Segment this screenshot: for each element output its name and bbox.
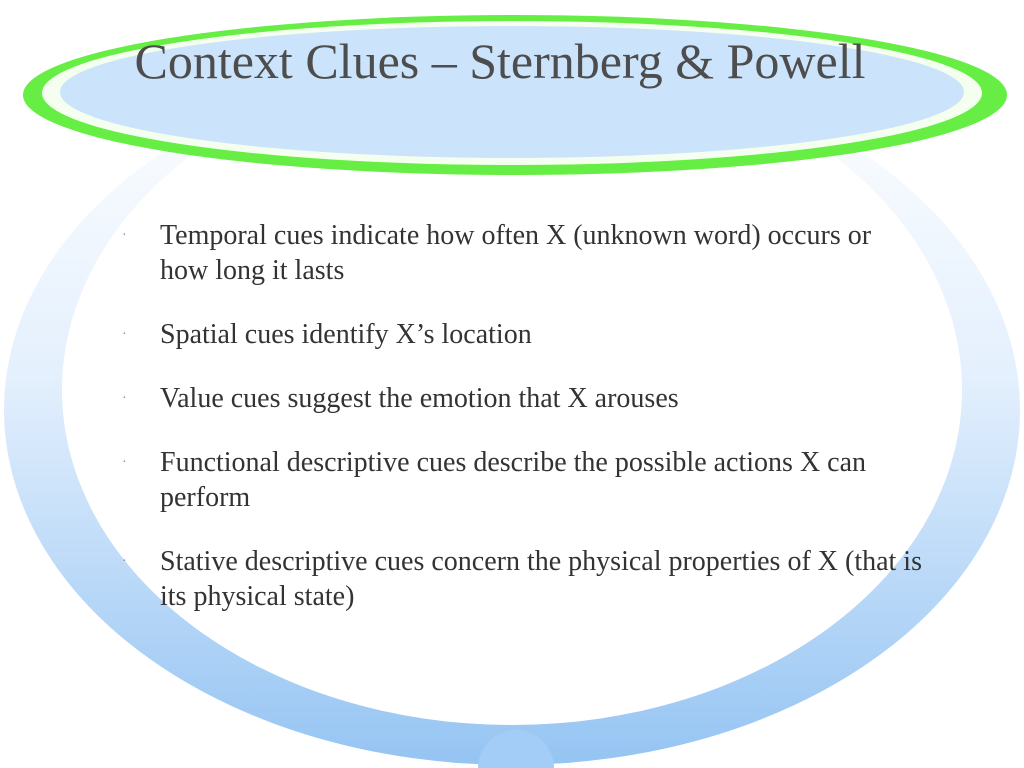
bullet-text: Functional descriptive cues describe the possible actions X can perform	[160, 447, 867, 513]
bullet-item-temporal	[122, 218, 922, 288]
bullet-item-stative	[122, 544, 922, 614]
bullet-dot-icon: ·	[122, 455, 127, 470]
bullet-text: Value cues suggest the emotion that X arouses	[160, 383, 679, 414]
bullet-dot-icon: ·	[122, 327, 127, 342]
bullet-list	[122, 218, 922, 643]
bullet-text: Stative descriptive cues concern the physical properties of X (that is its physical state)	[160, 546, 922, 612]
bullet-text: Spatial cues identify X’s location	[160, 319, 532, 350]
bullet-dot-icon: ·	[122, 228, 127, 243]
bullet-item-value	[122, 381, 922, 416]
bullet-item-spatial	[122, 317, 922, 352]
slide-title: Context Clues – Sternberg & Powell	[134, 33, 866, 89]
bullet-dot-icon: ·	[122, 554, 127, 569]
bullet-item-functional	[122, 445, 922, 515]
bullet-text: Temporal cues indicate how often X (unknown word) occurs or how long it lasts	[160, 220, 872, 286]
bullet-dot-icon: ·	[122, 391, 127, 406]
